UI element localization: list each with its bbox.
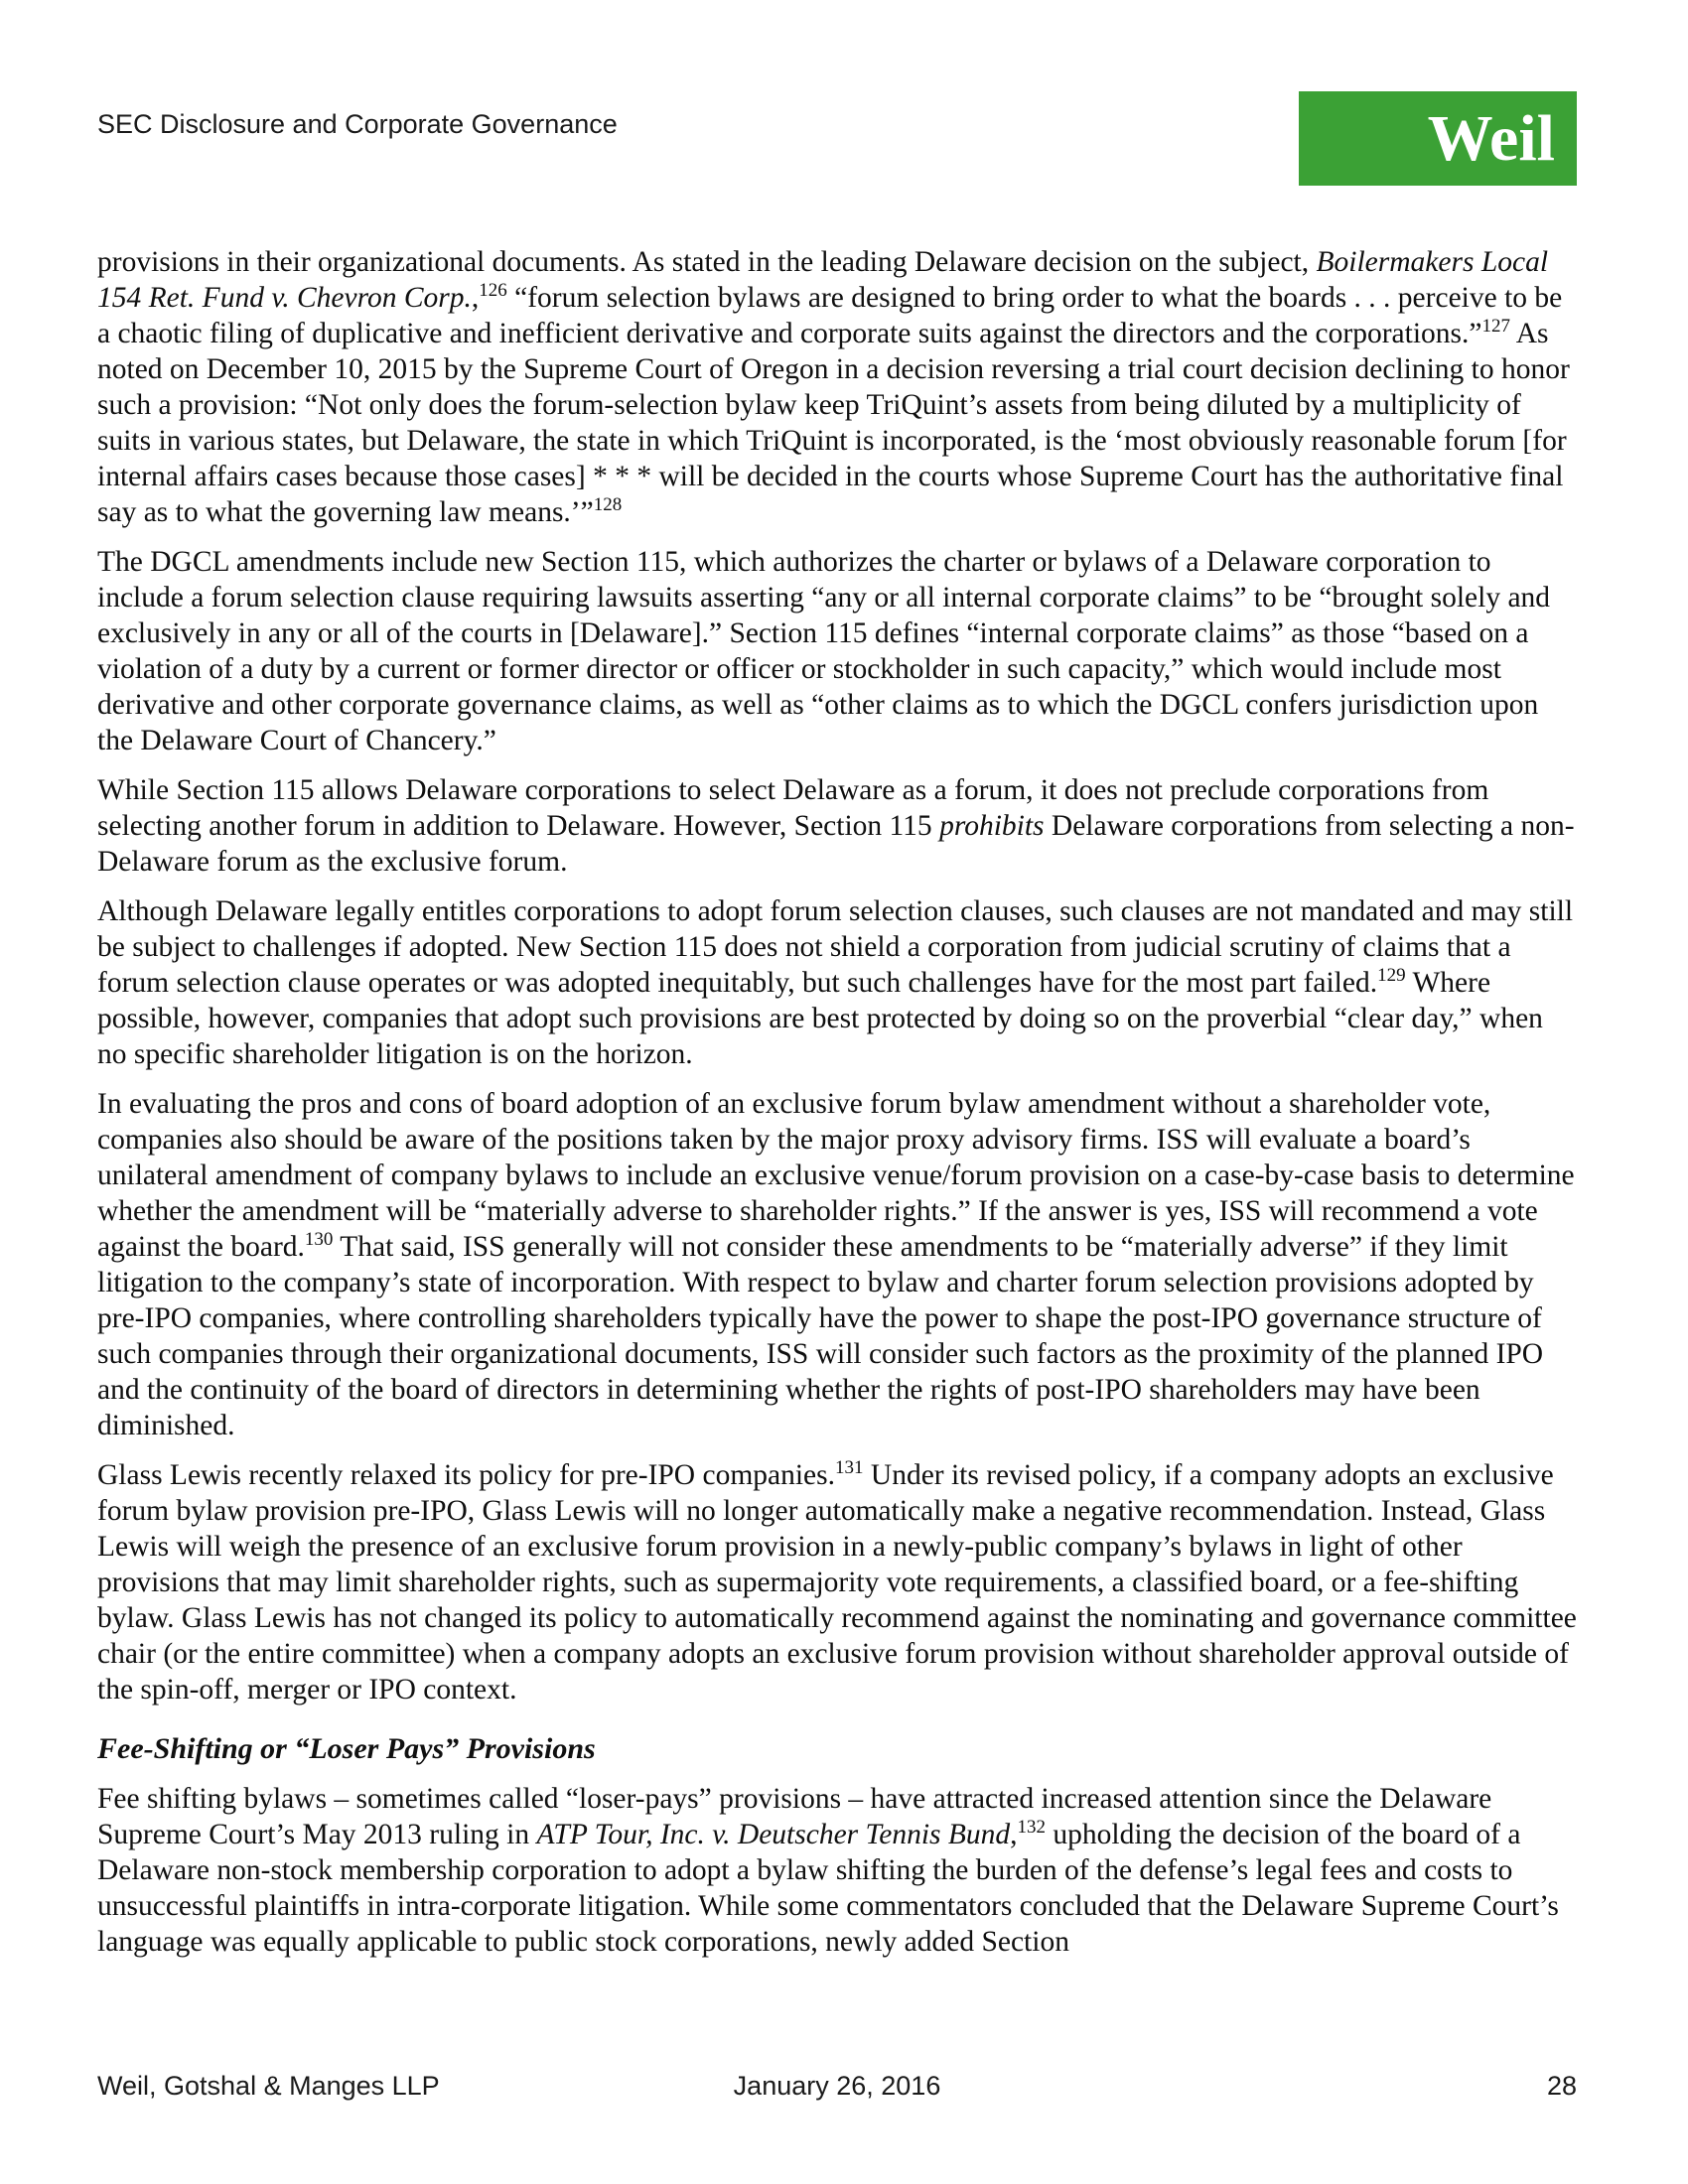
page-header xyxy=(97,91,1577,186)
page-footer xyxy=(97,2071,1577,2102)
footnote-reference: 128 xyxy=(593,494,623,516)
text-run: provisions in their organizational documents. As stated in the leading Delaware decision on the subject, xyxy=(97,246,1317,278)
text-run: While Section 115 allows Delaware corporations to select Delaware as a forum, it does not preclude corporations from selecting another forum in addition to Delaware. However, Section 115 xyxy=(97,774,1489,842)
text-run: Fee-Shifting or “Loser Pays” Provisions xyxy=(97,1732,596,1765)
footer-page-number: 28 xyxy=(1546,2071,1578,2101)
paragraph xyxy=(97,772,1579,880)
text-run: Although Delaware legally entitles corporations to adopt forum selection clauses, such clauses are not mandated and may still be subject to challenges if adopted. New Section 115 does not shield a corporation from judicial scrutiny of claims that a forum selection clause operates or was adopted inequitably, but such challenges have for the most part failed. xyxy=(97,895,1574,999)
paragraph xyxy=(97,1086,1579,1443)
text-run: The DGCL amendments include new Section 115, which authorizes the charter or bylaws of a Delaware corporation to include a forum selection clause requiring lawsuits asserting “any or all internal corporate claims” to be “brought solely and exclusively in any or all of the courts in [Delaware].” Section 115 defines “internal corporate claims” as those “based on a violation of a duty by a current or former director or officer or stockholder in such capacity,” which would include most derivative and other corporate governance claims, as well as “other claims as to which the DGCL confers jurisdiction upon the Delaware Court of Chancery.” xyxy=(97,546,1551,756)
text-run: Where possible, however, companies that adopt such provisions are best protected by doing so on the proverbial “clear day,” when no specific shareholder litigation is on the horizon. xyxy=(97,967,1543,1070)
text-run: In evaluating the pros and cons of board adoption of an exclusive forum bylaw amendment without a shareholder vote, companies also should be aware of the positions taken by the major proxy advisory firms. ISS will evaluate a board’s unilateral amendment of company bylaws to include an exclusive venue/forum provision on a case-by-case basis to determine whether the amendment will be “materially adverse to shareholder rights.” If the answer is yes, ISS will recommend a vote against the board. xyxy=(97,1088,1575,1263)
text-run: Glass Lewis recently relaxed its policy for pre-IPO companies. xyxy=(97,1459,836,1491)
text-run: upholding the decision of the board of a Delaware non-stock membership corporation to adopt a bylaw shifting the burden of the defense’s legal fees and costs to unsuccessful plaintiffs in intra-corporate litigation. While some commentators concluded that the Delaware Supreme Court’s language was equally applicable to public stock corporations, newly added Section xyxy=(97,1819,1559,1958)
footnote-reference: 131 xyxy=(835,1457,864,1479)
weil-logo xyxy=(1299,91,1577,186)
text-run: Fee shifting bylaws – sometimes called “loser-pays” provisions – have attracted increased attention since the Delaware Supreme Court’s May 2013 ruling in xyxy=(97,1783,1492,1850)
footnote-reference: 129 xyxy=(1377,965,1406,987)
footnote-reference: 126 xyxy=(479,280,507,302)
text-run: ATP Tour, Inc. v. Deutscher Tennis Bund xyxy=(536,1819,1011,1850)
document-content xyxy=(97,244,1579,1974)
paragraph xyxy=(97,893,1579,1072)
text-run: That said, ISS generally will not consider these amendments to be “materially adverse” if they limit litigation to the company’s state of incorporation. With respect to bylaw and charter forum selection provisions adopted by pre-IPO companies, where controlling shareholders typically have the power to shape the post-IPO governance structure of such companies through their organizational documents, ISS will consider such factors as the proximity of the planned IPO and the continuity of the board of directors in determining whether the rights of post-IPO shareholders may have been diminished. xyxy=(97,1231,1544,1441)
document-header-title: SEC Disclosure and Corporate Governance xyxy=(97,109,618,139)
text-run: Boilermakers Local 154 Ret. Fund v. Chevron Corp. xyxy=(97,246,1549,314)
text-run: Delaware corporations from selecting a non-Delaware forum as the exclusive forum. xyxy=(97,810,1575,878)
text-run: , xyxy=(471,282,480,314)
footnote-reference: 127 xyxy=(1481,316,1510,338)
paragraph xyxy=(97,244,1579,530)
footnote-reference: 132 xyxy=(1017,1817,1047,1839)
text-run: , xyxy=(1010,1819,1018,1850)
text-run: Under its revised policy, if a company adopts an exclusive forum bylaw provision pre-IPO, Glass Lewis will no longer automatically make a negative recommendation. Instead, Glass Lewis will weigh the presence of an exclusive forum provision in a newly-public company’s bylaws in light of other provisions that may limit shareholder rights, such as supermajority vote requirements, a classified board, or a fee-shifting bylaw. Glass Lewis has not changed its policy to automatically recommend against the nominating and governance committee chair (or the entire committee) when a company adopts an exclusive forum provision without shareholder approval outside of the spin-off, merger or IPO context. xyxy=(97,1459,1577,1706)
section-heading xyxy=(97,1731,1579,1767)
paragraph xyxy=(97,1781,1579,1960)
text-run: “forum selection bylaws are designed to bring order to what the boards . . . perceive to be a chaotic filing of duplicative and inefficient derivative and corporate suits against the directors and the corporations.” xyxy=(97,282,1563,349)
footer-date: January 26, 2016 xyxy=(733,2071,941,2101)
footnote-reference: 130 xyxy=(304,1229,334,1251)
weil-logo-text: Weil xyxy=(1427,101,1555,175)
text-run: prohibits xyxy=(939,810,1045,842)
text-run: As noted on December 10, 2015 by the Supreme Court of Oregon in a decision reversing a trial court decision declining to honor such a provision: “Not only does the forum-selection bylaw keep TriQuint’s assets from being diluted by a multiplicity of suits in various states, but Delaware, the state in which TriQuint is incorporated, is the ‘most obviously reasonable forum [for internal affairs cases because those cases] * * * will be decided in the courts whose Supreme Court has the authoritative final say as to what the governing law means.’” xyxy=(97,318,1570,528)
paragraph xyxy=(97,544,1579,758)
paragraph xyxy=(97,1457,1579,1707)
footer-firm-name: Weil, Gotshal & Manges LLP xyxy=(97,2071,440,2101)
